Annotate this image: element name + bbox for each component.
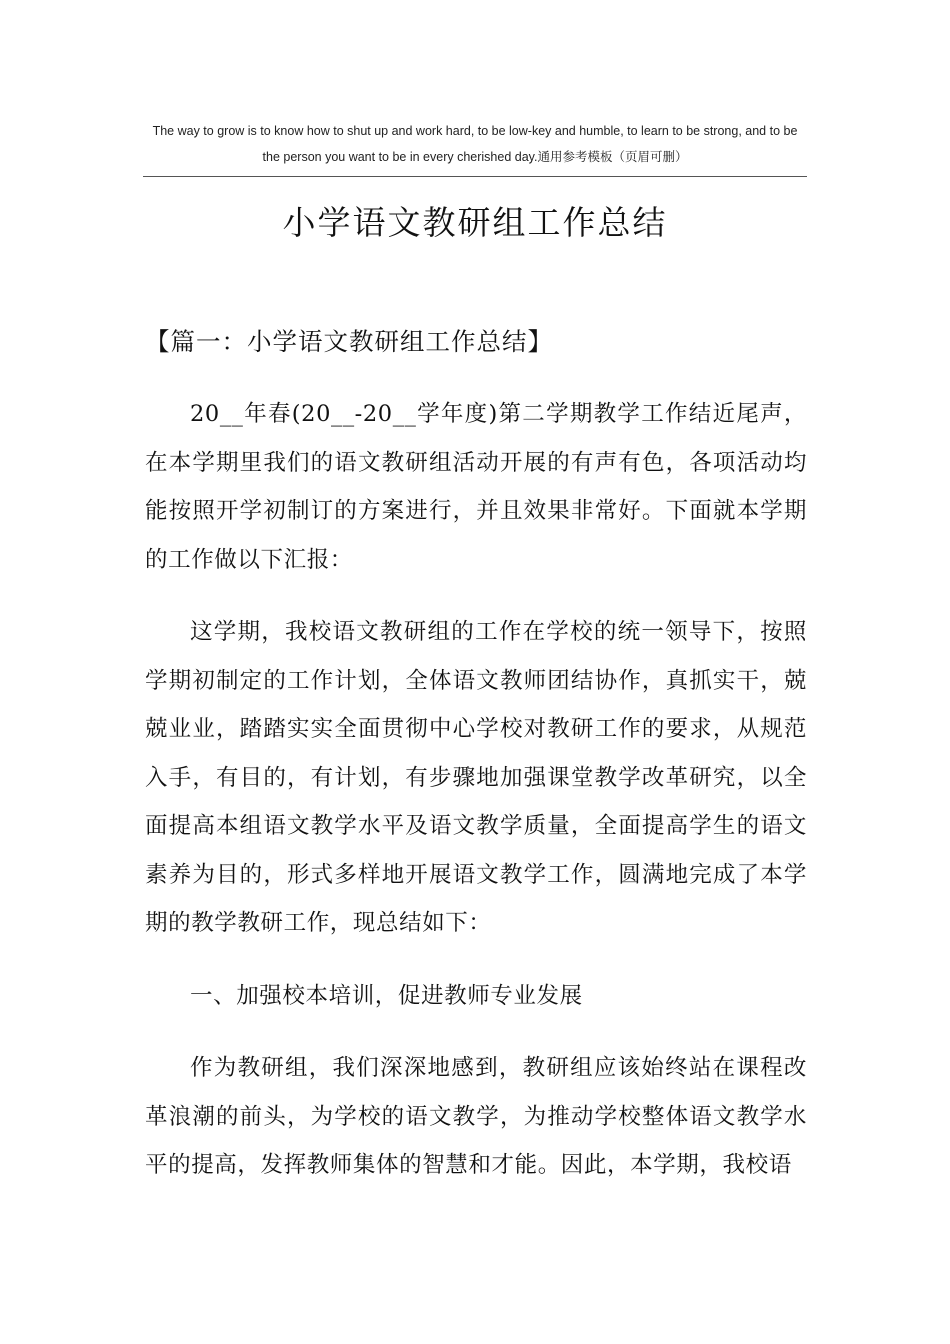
paragraph: 20__年春(20__-20__学年度)第二学期教学工作结近尾声，在本学期里我们的语文教研组活动开展的有声有色，各项活动均能按照开学初制订的方案进行，并且效果非常好。下面就本学期的工作做以下汇报： (145, 401, 807, 573)
section-heading: 【篇一：小学语文教研组工作总结】 (145, 327, 553, 356)
sub-heading: 一、加强校本培训，促进教师专业发展 (190, 982, 583, 1009)
document-body (145, 318, 807, 1214)
page-header: The way to grow is to know how to shut up and work hard, to be low-key and humble, to learn to be strong, and to be the person you want to be in every cherished day.通用参考模板（页眉可删） (152, 124, 798, 164)
header-divider (143, 176, 807, 177)
paragraph: 这学期，我校语文教研组的工作在学校的统一领导下，按照学期初制定的工作计划，全体语文教师团结协作，真抓实干，兢兢业业，踏踏实实全面贯彻中心学校对教研工作的要求，从规范入手，有目的，有计划，有步骤地加强课堂教学改革研究，以全面提高本组语文教学水平及语文教学质量，全面提高学生的语文素养为目的，形式多样地开展语文教学工作，圆满地完成了本学期的教学教研工作，现总结如下： (145, 619, 807, 936)
document-title: 小学语文教研组工作总结 (282, 203, 668, 242)
paragraph: 作为教研组，我们深深地感到，教研组应该始终站在课程改革浪潮的前头，为学校的语文教学，为推动学校整体语文教学水平的提高，发挥教师集体的智慧和才能。因此，本学期，我校语 (145, 1055, 807, 1178)
